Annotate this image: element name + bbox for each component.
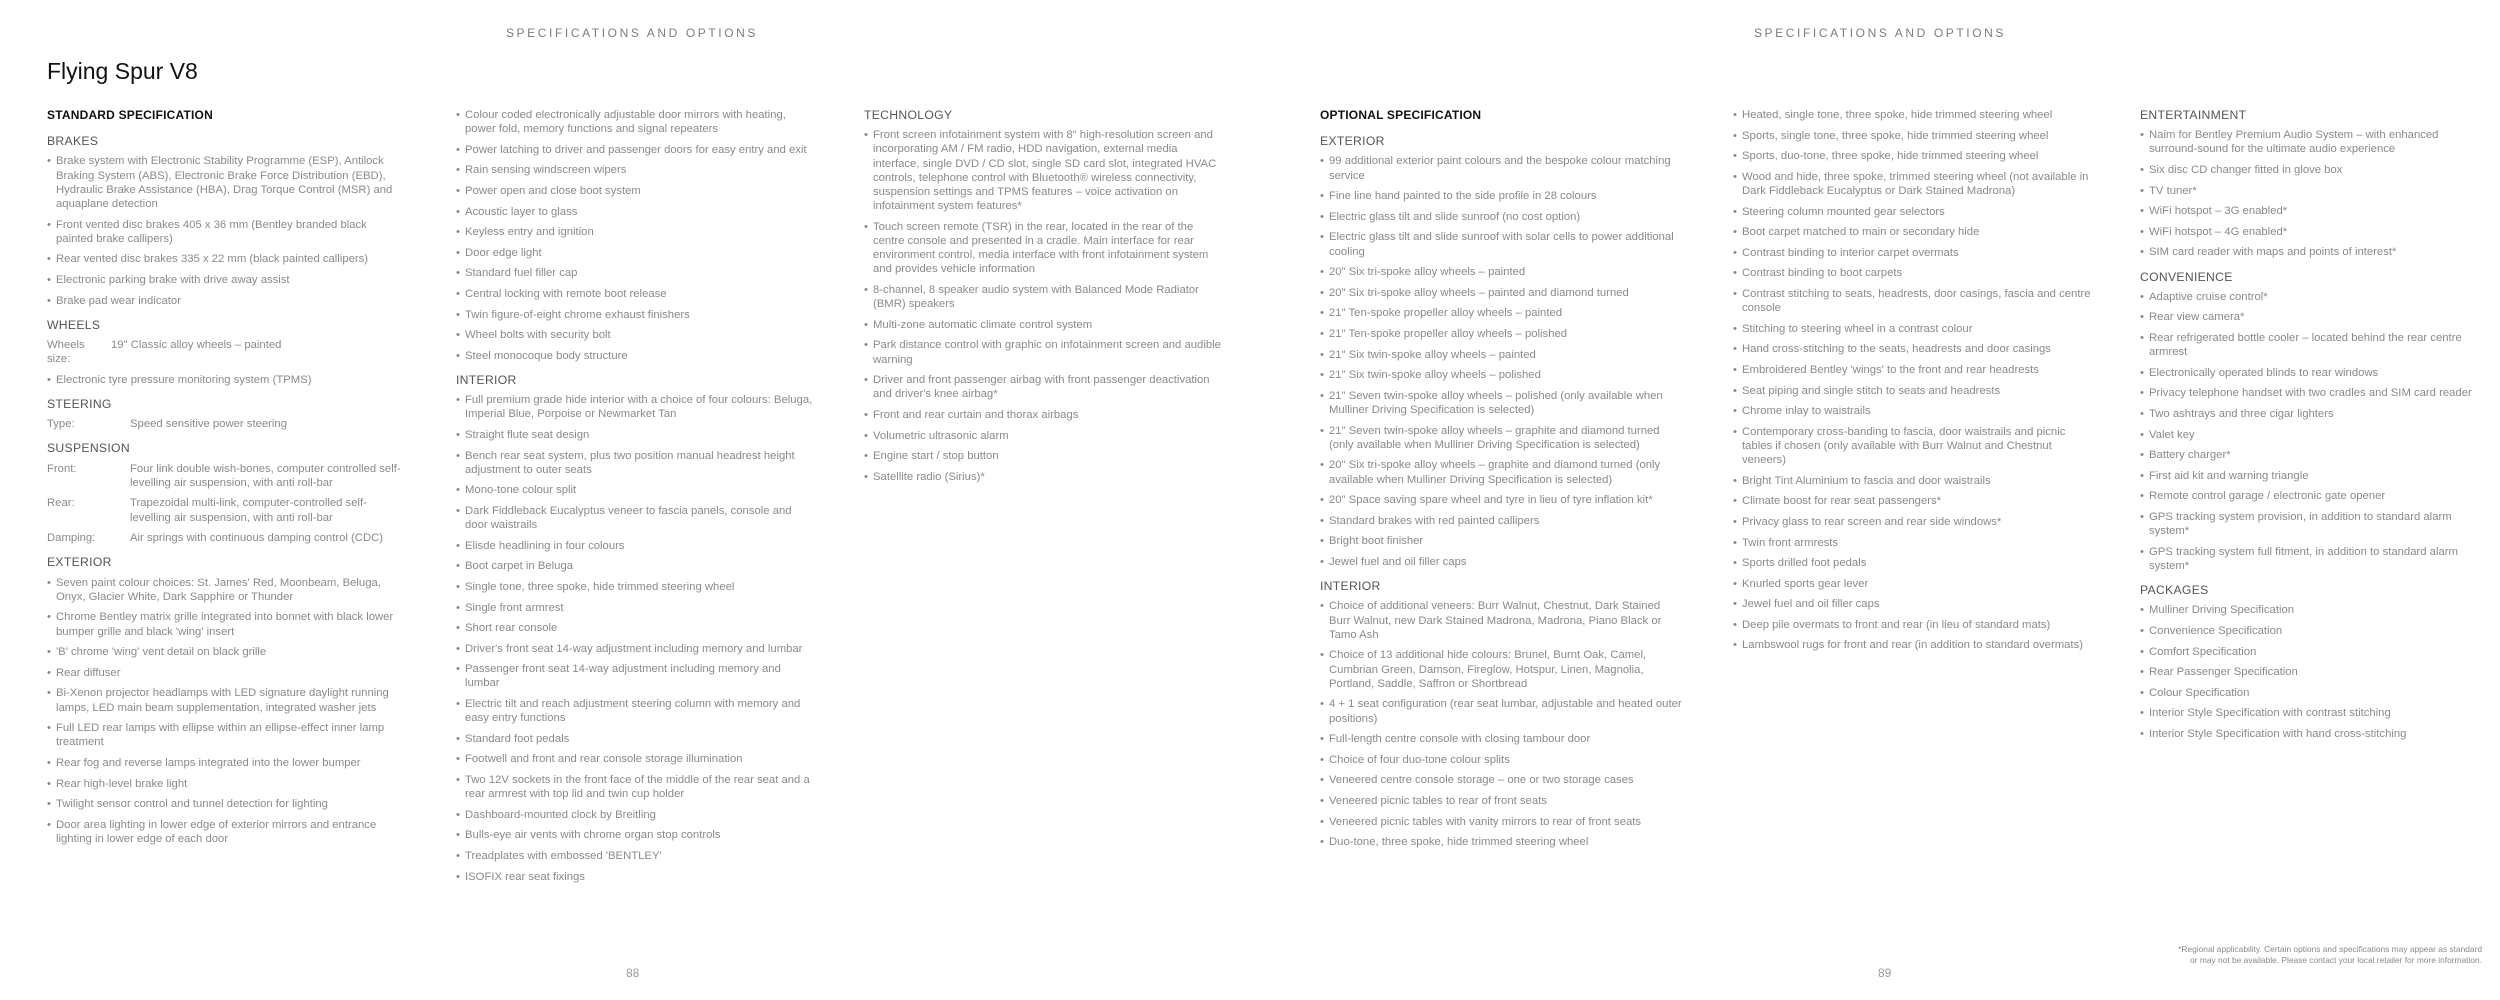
list-item: • Single tone, three spoke, hide trimmed steering wheel <box>456 580 816 594</box>
list-item: • Boot carpet in Beluga <box>456 559 816 573</box>
list-item: • Passenger front seat 14-way adjustment including memory and lumbar <box>456 662 816 690</box>
list-item: • Engine start / stop button <box>864 449 1224 463</box>
list-item: • Choice of 13 additional hide colours: Brunel, Burnt Oak, Camel, Cumbrian Green, Damson, Fireglow, Hotspur, Linen, Magnolia, Portland, Saddle, Saffron or Shortbread <box>1320 648 1682 691</box>
suspension-row <box>47 462 405 490</box>
packages-heading: PACKAGES <box>2140 583 2209 598</box>
list-item: • Standard fuel filler cap <box>456 266 816 280</box>
entertainment-heading: ENTERTAINMENT <box>2140 108 2247 122</box>
optional-column-1 <box>1320 108 1682 856</box>
list-item: • Chrome inlay to waistrails <box>1733 404 2095 418</box>
list-item: • Steering column mounted gear selectors <box>1733 205 2095 219</box>
list-item: • GPS tracking system provision, in addition to standard alarm system* <box>2140 510 2485 538</box>
list-item: • Privacy telephone handset with two cradles and SIM card reader <box>2140 386 2485 400</box>
right-page-number: 89 <box>1878 966 1892 980</box>
list-item: • 20" Space saving spare wheel and tyre in lieu of tyre inflation kit* <box>1320 493 1682 507</box>
list-item: • Rear Passenger Specification <box>2140 665 2485 679</box>
list-item: • Full-length centre console with closing tambour door <box>1320 732 1682 746</box>
list-item: • Door edge light <box>456 246 816 260</box>
right-page-header: SPECIFICATIONS AND OPTIONS <box>1753 26 2007 40</box>
list-item: • Bulls-eye air vents with chrome organ stop controls <box>456 828 816 842</box>
list-item: • Electronically operated blinds to rear windows <box>2140 366 2485 380</box>
list-item: • Footwell and front and rear console storage illumination <box>456 752 816 766</box>
brakes-list <box>47 154 405 307</box>
list-item: • Boot carpet matched to main or secondary hide <box>1733 225 2095 239</box>
packages-list <box>2140 603 2485 741</box>
list-item: • Remote control garage / electronic gate opener <box>2140 489 2485 503</box>
exterior-continued-list <box>456 108 816 363</box>
list-item: • Rear high-level brake light <box>47 777 405 791</box>
list-item: • Choice of additional veneers: Burr Walnut, Chestnut, Dark Stained Burr Walnut, new Dark Stained Madrona, Madrona, Piano Black or Tamo Ash <box>1320 599 1682 642</box>
list-item: • Rear vented disc brakes 335 x 22 mm (black painted callipers) <box>47 252 405 266</box>
wheels-heading: WHEELS <box>47 317 101 332</box>
list-item: • Deep pile overmats to front and rear (in lieu of standard mats) <box>1733 618 2095 632</box>
list-item: • 4 + 1 seat configuration (rear seat lumbar, adjustable and heated outer positions) <box>1320 697 1682 725</box>
left-page-number: 88 <box>626 966 640 980</box>
list-item: • Contemporary cross-banding to fascia, door waistrails and picnic tables if chosen (only available with Burr Walnut and Chestnut veneers) <box>1733 425 2095 468</box>
list-item: • Touch screen remote (TSR) in the rear, located in the rear of the centre console and presented in a cradle. Main interface for rear environment control, media interface with front infotainment system and provides vehicle information <box>864 220 1224 277</box>
list-item: • Knurled sports gear lever <box>1733 577 2095 591</box>
list-item: • Driver's front seat 14-way adjustment including memory and lumbar <box>456 642 816 656</box>
list-item: • Treadplates with embossed 'BENTLEY' <box>456 849 816 863</box>
list-item: • Climate boost for rear seat passengers* <box>1733 494 2095 508</box>
convenience-heading: CONVENIENCE <box>2140 269 2233 284</box>
list-item: • Colour Specification <box>2140 686 2485 700</box>
optional-interior-list <box>1320 599 1682 849</box>
list-item: • Two ashtrays and three cigar lighters <box>2140 407 2485 421</box>
left-page-header: SPECIFICATIONS AND OPTIONS <box>505 26 759 40</box>
list-item: • First aid kit and warning triangle <box>2140 469 2485 483</box>
list-item: • 21" Ten-spoke propeller alloy wheels – polished <box>1320 327 1682 341</box>
list-item: • Wood and hide, three spoke, trimmed steering wheel (not available in Dark Fiddleback Eucalyptus or Dark Stained Madrona) <box>1733 170 2095 198</box>
exterior-heading: EXTERIOR <box>47 555 112 570</box>
list-item: • Power latching to driver and passenger doors for easy entry and exit <box>456 143 816 157</box>
footnote <box>2062 944 2482 966</box>
list-item: • 21" Seven twin-spoke alloy wheels – polished (only available when Mulliner Driving Specification is selected) <box>1320 389 1682 417</box>
list-item: • 21" Seven twin-spoke alloy wheels – graphite and diamond turned (only available when Mulliner Driving Specification is selected) <box>1320 424 1682 452</box>
list-item: • Contrast binding to boot carpets <box>1733 266 2095 280</box>
list-item: • Rear fog and reverse lamps integrated into the lower bumper <box>47 756 405 770</box>
wheels-size-key: Wheels size: <box>47 339 85 366</box>
page-title: Flying Spur V8 <box>47 58 198 84</box>
suspension-value: Air springs with continuous damping control (CDC) <box>130 532 384 545</box>
list-item: • Twin front armrests <box>1733 536 2095 550</box>
list-item: • SIM card reader with maps and points of interest* <box>2140 245 2485 259</box>
suspension-heading: SUSPENSION <box>47 441 130 456</box>
list-item: • Power open and close boot system <box>456 184 816 198</box>
suspension-key: Rear: <box>47 497 75 510</box>
list-item: • Volumetric ultrasonic alarm <box>864 429 1224 443</box>
list-item: • Battery charger* <box>2140 448 2485 462</box>
list-item: • Convenience Specification <box>2140 624 2485 638</box>
list-item: • Front and rear curtain and thorax airbags <box>864 408 1224 422</box>
list-item: • WiFi hotspot – 4G enabled* <box>2140 225 2485 239</box>
suspension-key: Damping: <box>47 532 96 545</box>
optional-column-2 <box>1733 108 2095 659</box>
list-item: • ISOFIX rear seat fixings <box>456 870 816 884</box>
list-item: • Veneered picnic tables to rear of front seats <box>1320 794 1682 808</box>
list-item: • Embroidered Bentley 'wings' to the front and rear headrests <box>1733 363 2095 377</box>
steering-value: Speed sensitive power steering <box>130 418 287 431</box>
list-item: • 20" Six tri-spoke alloy wheels – painted and diamond turned <box>1320 286 1682 300</box>
list-item: • Rear view camera* <box>2140 310 2485 324</box>
list-item: • Standard brakes with red painted callipers <box>1320 514 1682 528</box>
list-item: • Privacy glass to rear screen and rear side windows* <box>1733 515 2095 529</box>
list-item: • Acoustic layer to glass <box>456 205 816 219</box>
list-item: • Bright Tint Aluminium to fascia and door waistrails <box>1733 474 2095 488</box>
entertainment-list <box>2140 128 2485 259</box>
list-item: • Veneered centre console storage – one or two storage cases <box>1320 773 1682 787</box>
standard-spec-heading: STANDARD SPECIFICATION <box>47 108 213 122</box>
list-item: • Keyless entry and ignition <box>456 225 816 239</box>
list-item: • Rear refrigerated bottle cooler – located behind the rear centre armrest <box>2140 331 2485 359</box>
list-item: • Stitching to steering wheel in a contrast colour <box>1733 322 2095 336</box>
list-item: • Adaptive cruise control* <box>2140 290 2485 304</box>
list-item: • Electronic tyre pressure monitoring system (TPMS) <box>47 373 405 387</box>
list-item: • 21" Six twin-spoke alloy wheels – painted <box>1320 348 1682 362</box>
list-item: • Comfort Specification <box>2140 645 2485 659</box>
interior-list <box>456 393 816 884</box>
standard-column-2 <box>456 108 816 890</box>
list-item: • Heated, single tone, three spoke, hide trimmed steering wheel <box>1733 108 2095 122</box>
list-item: • Wheel bolts with security bolt <box>456 328 816 342</box>
list-item: • Electronic parking brake with drive away assist <box>47 273 405 287</box>
list-item: • Full premium grade hide interior with a choice of four colours: Beluga, Imperial Blue, Porpoise or Newmarket Tan <box>456 393 816 421</box>
standard-column-1 <box>47 108 405 853</box>
list-item: • Mono-tone colour split <box>456 483 816 497</box>
list-item: • Electric tilt and reach adjustment steering column with memory and easy entry functions <box>456 697 816 725</box>
list-item: • Hand cross-stitching to the seats, headrests and door casings <box>1733 342 2095 356</box>
list-item: • Bench rear seat system, plus two position manual headrest height adjustment to outer seats <box>456 449 816 477</box>
list-item: • Interior Style Specification with contrast stitching <box>2140 706 2485 720</box>
suspension-value: Trapezoidal multi-link, computer-controlled self-levelling air suspension, with anti roll-bar <box>130 497 367 524</box>
wheels-list <box>47 373 405 387</box>
list-item: • Colour coded electronically adjustable door mirrors with heating, power fold, memory functions and signal repeaters <box>456 108 816 136</box>
list-item: • Lambswool rugs for front and rear (in addition to standard overmats) <box>1733 638 2095 652</box>
list-item: • WiFi hotspot – 3G enabled* <box>2140 204 2485 218</box>
list-item: • TV tuner* <box>2140 184 2485 198</box>
list-item: • Jewel fuel and oil filler caps <box>1320 555 1682 569</box>
optional-exterior-list <box>1320 154 1682 569</box>
suspension-row <box>47 531 405 545</box>
optional-interior-heading: INTERIOR <box>1320 579 1381 594</box>
wheels-size-row <box>47 338 405 366</box>
list-item: • Twin figure-of-eight chrome exhaust finishers <box>456 308 816 322</box>
list-item: • Fine line hand painted to the side profile in 28 colours <box>1320 189 1682 203</box>
list-item: • Door area lighting in lower edge of exterior mirrors and entrance lighting in lower edge of each door <box>47 818 405 846</box>
list-item: • Contrast stitching to seats, headrests, door casings, fascia and centre console <box>1733 287 2095 315</box>
steering-key: Type: <box>47 418 75 431</box>
optional-exterior-heading: EXTERIOR <box>1320 134 1385 149</box>
list-item: • 20" Six tri-spoke alloy wheels – graphite and diamond turned (only available when Mulliner Driving Specification is selected) <box>1320 458 1682 486</box>
list-item: • Electric glass tilt and slide sunroof (no cost option) <box>1320 210 1682 224</box>
list-item: • Electric glass tilt and slide sunroof with solar cells to power additional cooling <box>1320 230 1682 258</box>
exterior-list <box>47 576 405 847</box>
list-item: • Choice of four duo-tone colour splits <box>1320 753 1682 767</box>
list-item: • Valet key <box>2140 428 2485 442</box>
list-item: • 21" Six twin-spoke alloy wheels – polished <box>1320 368 1682 382</box>
footnote-line-2: or may not be available. Please contact your local retailer for more information. <box>2190 955 2482 965</box>
list-item: • Dark Fiddleback Eucalyptus veneer to fascia panels, console and door waistrails <box>456 504 816 532</box>
list-item: • Single front armrest <box>456 601 816 615</box>
list-item: • Bi-Xenon projector headlamps with LED signature daylight running lamps, LED main beam supplementation, integrated washer jets <box>47 686 405 714</box>
optional-column-3 <box>2140 108 2485 747</box>
optional-spec-heading: OPTIONAL SPECIFICATION <box>1320 108 1482 122</box>
list-item: • Sports, duo-tone, three spoke, hide trimmed steering wheel <box>1733 149 2095 163</box>
list-item: • Bright boot finisher <box>1320 534 1682 548</box>
list-item: • Front vented disc brakes 405 x 36 mm (Bentley branded black painted brake callipers) <box>47 218 405 246</box>
suspension-key: Front: <box>47 462 77 475</box>
list-item: • Dashboard-mounted clock by Breitling <box>456 808 816 822</box>
list-item: • Jewel fuel and oil filler caps <box>1733 597 2095 611</box>
steering-heading: STEERING <box>47 397 112 411</box>
convenience-list <box>2140 290 2485 573</box>
list-item: • 21" Ten-spoke propeller alloy wheels – painted <box>1320 306 1682 320</box>
list-item: • Interior Style Specification with hand cross-stitching <box>2140 727 2485 741</box>
optional-interior-continued-list <box>1733 108 2095 653</box>
list-item: • Park distance control with graphic on infotainment screen and audible warning <box>864 338 1224 366</box>
list-item: • Chrome Bentley matrix grille integrated into bonnet with black lower bumper grille and black 'wing' insert <box>47 610 405 638</box>
list-item: • Seat piping and single stitch to seats and headrests <box>1733 384 2095 398</box>
list-item: • Front screen infotainment system with 8" high-resolution screen and incorporating AM / FM radio, HDD navigation, external media interface, single DVD / CD slot, single SD card slot, integrated HVAC controls, telephone control with Bluetooth® wireless connectivity, suspension settings and TPMS features – voice activation on infotainment system features* <box>864 128 1224 213</box>
list-item: • Seven paint colour choices: St. James' Red, Moonbeam, Beluga, Onyx, Glacier White, Dark Sapphire or Thunder <box>47 576 405 604</box>
list-item: • Short rear console <box>456 621 816 635</box>
list-item: • 'B' chrome 'wing' vent detail on black grille <box>47 645 405 659</box>
list-item: • Multi-zone automatic climate control system <box>864 318 1224 332</box>
list-item: • GPS tracking system full fitment, in addition to standard alarm system* <box>2140 545 2485 573</box>
list-item: • Steel monocoque body structure <box>456 349 816 363</box>
list-item: • Rear diffuser <box>47 666 405 680</box>
list-item: • Veneered picnic tables with vanity mirrors to rear of front seats <box>1320 815 1682 829</box>
list-item: • Satellite radio (Sirius)* <box>864 470 1224 484</box>
list-item: • 99 additional exterior paint colours and the bespoke colour matching service <box>1320 154 1682 182</box>
wheels-size-value: 19" Classic alloy wheels – painted <box>111 339 282 351</box>
list-item: • Six disc CD changer fitted in glove box <box>2140 163 2485 177</box>
suspension-rows <box>47 462 405 546</box>
list-item: • Standard foot pedals <box>456 732 816 746</box>
interior-heading: INTERIOR <box>456 372 517 387</box>
footnote-line-1: *Regional applicability. Certain options and specifications may appear as standard <box>2178 944 2482 954</box>
list-item: • Sports drilled foot pedals <box>1733 556 2095 570</box>
list-item: • Sports, single tone, three spoke, hide trimmed steering wheel <box>1733 129 2095 143</box>
suspension-row <box>47 496 405 524</box>
list-item: • Twilight sensor control and tunnel detection for lighting <box>47 797 405 811</box>
list-item: • Elisde headlining in four colours <box>456 539 816 553</box>
brakes-heading: BRAKES <box>47 134 99 149</box>
steering-row <box>47 417 405 431</box>
list-item: • Contrast binding to interior carpet overmats <box>1733 246 2095 260</box>
list-item: • Brake system with Electronic Stability Programme (ESP), Antilock Braking System (ABS), Electronic Brake Force Distribution (EBD), Hydraulic Brake Assistance (HBA), Drag Torque Control (MSR) and aquaplane detection <box>47 154 405 211</box>
list-item: • Central locking with remote boot release <box>456 287 816 301</box>
list-item: • Driver and front passenger airbag with front passenger deactivation and driver's knee airbag* <box>864 373 1224 401</box>
standard-column-3 <box>864 108 1224 490</box>
list-item: • Duo-tone, three spoke, hide trimmed steering wheel <box>1320 835 1682 849</box>
suspension-value: Four link double wish-bones, computer controlled self-levelling air suspension, with anti roll-bar <box>130 462 401 489</box>
list-item: • 8-channel, 8 speaker audio system with Balanced Mode Radiator (BMR) speakers <box>864 283 1224 311</box>
list-item: • 20" Six tri-spoke alloy wheels – painted <box>1320 265 1682 279</box>
technology-list <box>864 128 1224 484</box>
list-item: • Rain sensing windscreen wipers <box>456 163 816 177</box>
list-item: • Full LED rear lamps with ellipse within an ellipse-effect inner lamp treatment <box>47 721 405 749</box>
list-item: • Straight flute seat design <box>456 428 816 442</box>
list-item: • Brake pad wear indicator <box>47 294 405 308</box>
list-item: • Two 12V sockets in the front face of the middle of the rear seat and a rear armrest with top lid and twin cup holder <box>456 773 816 801</box>
technology-heading: TECHNOLOGY <box>864 108 953 122</box>
list-item: • Naim for Bentley Premium Audio System – with enhanced surround-sound for the ultimate audio experience <box>2140 128 2485 156</box>
list-item: • Mulliner Driving Specification <box>2140 603 2485 617</box>
